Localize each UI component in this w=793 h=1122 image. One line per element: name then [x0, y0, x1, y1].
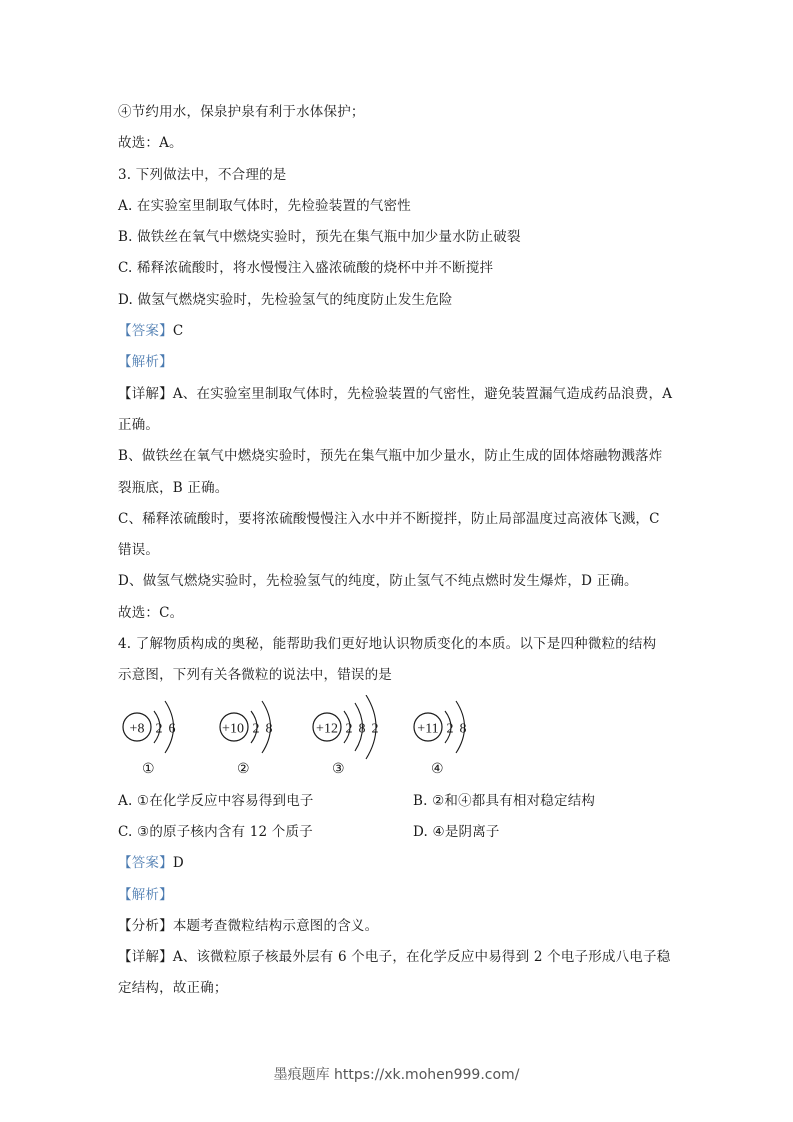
answer-tag: 【答案】: [118, 855, 173, 872]
answer-value: C: [172, 323, 184, 340]
svg-text:8: 8: [265, 721, 273, 737]
question-3-detail-c: C、稀释浓硫酸时，要将浓硫酸慢慢注入水中并不断搅拌，防止局部温度过高液体飞溅，C: [118, 510, 660, 527]
question-3-option-d: D. 做氢气燃烧实验时，先检验氢气的纯度防止发生危险: [118, 291, 453, 308]
atom-structure-icon: [409, 699, 489, 769]
atom-structure-diagrams: [118, 695, 708, 789]
svg-text:2: 2: [371, 721, 379, 737]
question-3-detail-d: D、做氢气燃烧实验时，先检验氢气的纯度，防止氢气不纯点燃时发生爆炸，D 正确。: [118, 573, 638, 590]
answer-value: D: [172, 855, 184, 872]
question-3-detail-b: B、做铁丝在氧气中燃烧实验时，预先在集气瓶中加少量水，防止生成的固体熔融物溅落炸: [118, 448, 663, 465]
question-4-fenxi: [118, 914, 708, 945]
question-3-detail-a: [118, 382, 708, 413]
question-4-answer: [118, 851, 708, 882]
nucleus-charge: +8: [129, 721, 145, 737]
footer-watermark: 墨痕题库 https://xk.mohen999.com/: [273, 1067, 520, 1083]
svg-text:2: 2: [446, 721, 454, 737]
question-4-options-row-2: [118, 820, 708, 851]
question-4-options-row-1: [118, 789, 708, 820]
detail-text: A、在实验室里制取气体时，先检验装置的气密性，避免装置漏气造成药品浪费，A: [172, 385, 673, 402]
question-3-choice: 故选：C。: [118, 604, 184, 621]
document-page: [118, 100, 708, 1008]
question-4-option-b: B. ②和④都具有相对稳定结构: [413, 792, 596, 809]
svg-text:6: 6: [168, 721, 176, 737]
detail-tag: 【详解】: [118, 385, 173, 402]
atom-label: ③: [332, 760, 345, 777]
question-4-stem: 4. 了解物质构成的奥秘，能帮助我们更好地认识物质变化的本质。以下是四种微粒的结构: [118, 636, 657, 653]
nucleus-charge: +10: [222, 721, 244, 737]
question-3-analysis-heading: [118, 350, 708, 381]
question-3-option-a: A. 在实验室里制取气体时，先检验装置的气密性: [118, 197, 411, 214]
question-4-option-c: C. ③的原子核内含有 12 个质子: [118, 823, 313, 840]
analysis-tag: 【解析】: [118, 886, 173, 903]
atom-label: ②: [237, 760, 250, 777]
atom-label: ④: [431, 760, 444, 777]
atom-diagram-1: [118, 699, 198, 777]
svg-text:8: 8: [459, 721, 467, 737]
text-line: 错误。: [118, 542, 160, 559]
atom-structure-icon: [215, 699, 295, 769]
question-3-stem: 3. 下列做法中，不合理的是: [118, 166, 287, 183]
text-line: 定结构，故正确；: [118, 980, 228, 997]
answer-tag: 【答案】: [118, 323, 173, 340]
atom-diagram-3: [308, 695, 398, 777]
atom-diagram-2: [215, 699, 295, 777]
atom-diagram-4: [409, 699, 489, 777]
question-4-option-d: D. ④是阴离子: [413, 823, 500, 840]
question-3-option-c: C. 稀释浓硫酸时，将水慢慢注入盛浓硫酸的烧杯中并不断搅拌: [118, 260, 494, 277]
text-line: ④节约用水，保泉护泉有利于水体保护；: [118, 104, 365, 120]
svg-text:2: 2: [155, 721, 163, 737]
detail-tag: 【详解】: [118, 949, 173, 966]
question-4-option-a: A. ①在化学反应中容易得到电子: [118, 792, 314, 809]
text-line: 正确。: [118, 416, 160, 433]
svg-text:8: 8: [358, 721, 366, 737]
nucleus-charge: +11: [417, 721, 439, 737]
question-3-option-b: B. 做铁丝在氧气中燃烧实验时，预先在集气瓶中加少量水防止破裂: [118, 229, 521, 246]
svg-text:2: 2: [252, 721, 260, 737]
analysis-tag: 【解析】: [118, 354, 173, 371]
question-4-detail-a: [118, 945, 708, 976]
svg-text:2: 2: [345, 721, 353, 737]
atom-structure-icon: [308, 695, 398, 769]
text-line: 故选：A。: [118, 135, 183, 152]
detail-text: A、该微粒原子核最外层有 6 个电子，在化学反应中易得到 2 个电子形成八电子稳: [172, 949, 671, 966]
atom-structure-icon: [118, 699, 198, 769]
fenxi-tag: 【分析】: [118, 917, 173, 934]
fenxi-text: 本题考查微粒结构示意图的含义。: [172, 917, 379, 934]
question-4-stem-cont: 示意图，下列有关各微粒的说法中，错误的是: [118, 667, 392, 684]
nucleus-charge: +12: [316, 721, 338, 737]
atom-label: ①: [142, 760, 155, 777]
text-line: 裂瓶底，B 正确。: [118, 479, 229, 496]
question-4-analysis-heading: [118, 883, 708, 914]
question-3-answer: [118, 319, 708, 350]
